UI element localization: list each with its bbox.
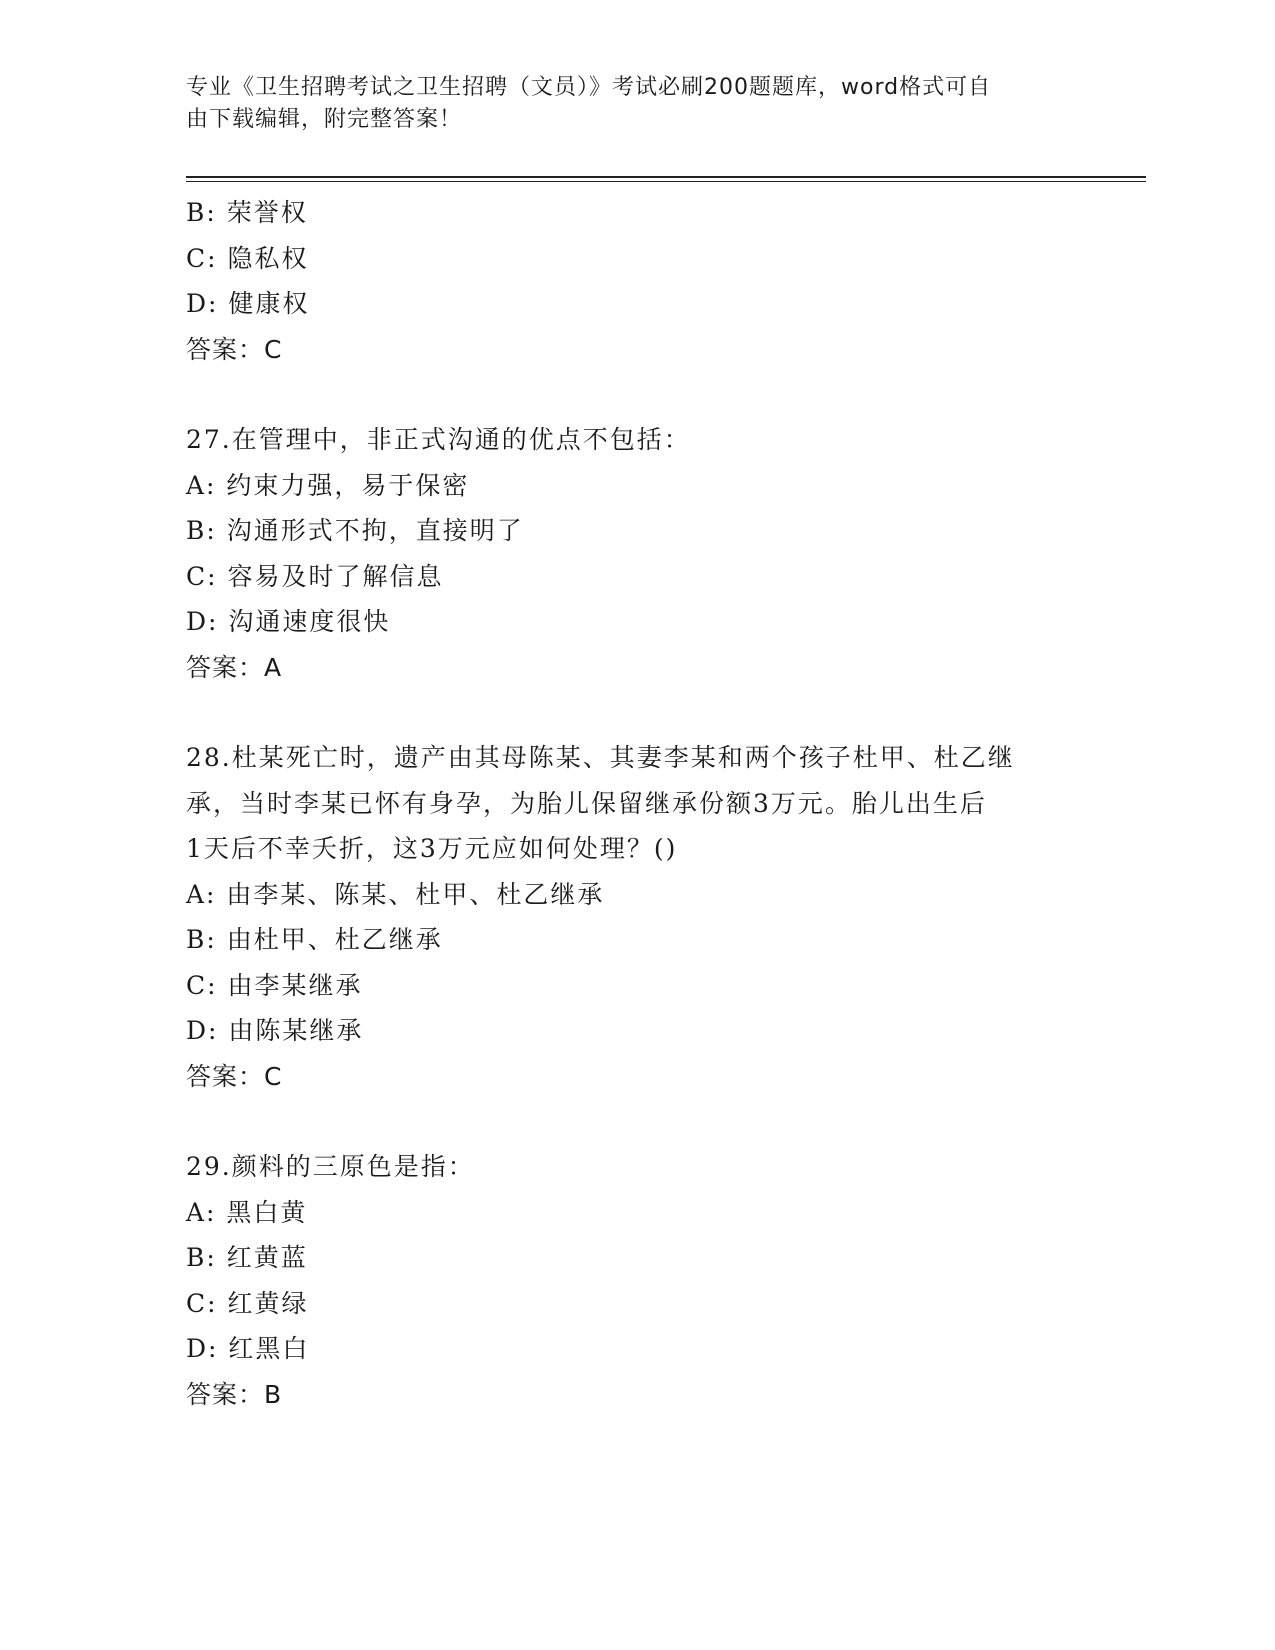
option-d: D: 红黑白	[186, 1334, 310, 1363]
answer-line: 答案：C	[186, 334, 283, 364]
question-29	[186, 1144, 1086, 1417]
answer-line: 答案：C	[186, 1061, 283, 1091]
answer-line: 答案：A	[186, 652, 283, 682]
spacer	[186, 372, 1086, 417]
question-26-continued	[186, 190, 1086, 372]
document-header: 专业《卫生招聘考试之卫生招聘（文员）》考试必刷200题题库，word格式可自 由下载编辑，附完整答案！	[186, 75, 992, 132]
option-d: D: 由陈某继承	[186, 1016, 364, 1045]
option-a: A: 黑白黄	[186, 1197, 308, 1227]
question-28	[186, 735, 1086, 1099]
answer-line: 答案：B	[186, 1379, 283, 1409]
option-a: A: 约束力强，易于保密	[186, 470, 470, 500]
question-stem: 28.杜某死亡时，遗产由其母陈某、其妻李某和两个孩子杜甲、杜乙继 承，当时李某已怀有身孕，为胎儿保留继承份额3万元。胎儿出生后 1天后不幸夭折，这3万元应如何处理？()	[186, 743, 1015, 863]
option-a: A: 由李某、陈某、杜甲、杜乙继承	[186, 879, 605, 909]
question-stem: 29.颜料的三原色是指：	[186, 1152, 475, 1181]
option-c: C: 由李某继承	[186, 970, 363, 1000]
option-b: B: 由杜甲、杜乙继承	[186, 925, 443, 954]
option-b: B: 荣誉权	[186, 198, 308, 227]
question-27	[186, 417, 1086, 690]
option-d: D: 健康权	[186, 289, 310, 318]
spacer	[186, 1099, 1086, 1144]
option-b: B: 沟通形式不拘，直接明了	[186, 516, 524, 545]
option-c: C: 隐私权	[186, 243, 309, 273]
option-c: C: 红黄绿	[186, 1288, 309, 1318]
option-d: D: 沟通速度很快	[186, 607, 391, 636]
option-c: C: 容易及时了解信息	[186, 561, 444, 591]
question-stem: 27.在管理中，非正式沟通的优点不包括：	[186, 425, 691, 454]
option-b: B: 红黄蓝	[186, 1243, 308, 1272]
spacer	[186, 690, 1086, 735]
question-list	[186, 190, 1086, 1417]
header-divider-thick	[186, 176, 1146, 178]
header-divider-thin	[186, 181, 1146, 182]
